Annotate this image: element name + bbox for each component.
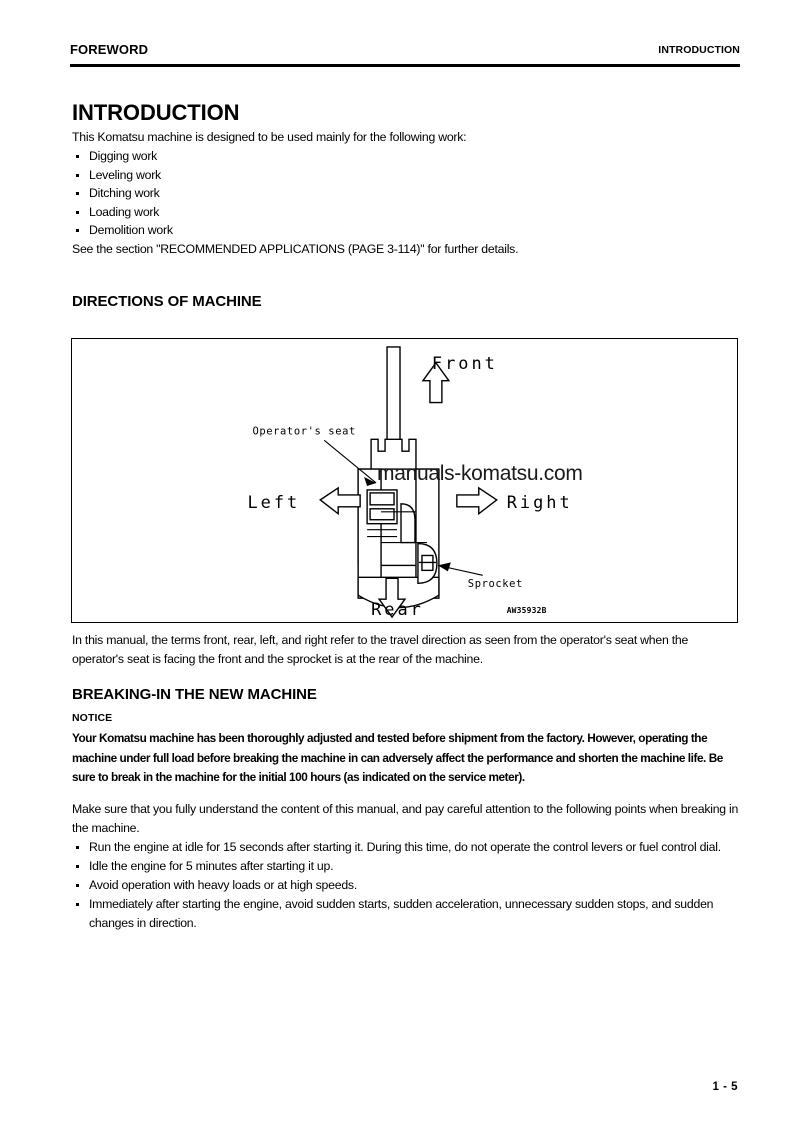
list-item: Immediately after starting the engine, avoid sudden starts, sudden acceleration, unnecessary sudden stops, and sudden changes in direction. xyxy=(72,895,740,933)
figure-code: AW35932B xyxy=(506,606,547,616)
list-item: Run the engine at idle for 15 seconds after starting it. During this time, do not operate the control levers or fuel control dial. xyxy=(72,838,740,857)
breaking-in-intro-paragraph: Make sure that you fully understand the content of this manual, and pay careful attention to the following points when breaking in the machine. xyxy=(72,802,739,835)
right-arrow-icon xyxy=(457,488,497,514)
list-item: Idle the engine for 5 minutes after starting it up. xyxy=(72,857,740,876)
left-arrow-icon xyxy=(320,488,360,514)
list-item: Digging work xyxy=(72,147,712,166)
header-section-label: FOREWORD xyxy=(70,42,149,57)
operator-seat-backrest xyxy=(370,493,394,505)
introduction-heading: INTRODUCTION xyxy=(72,100,240,125)
front-label: Front xyxy=(431,352,498,373)
directions-explanation-paragraph: In this manual, the terms front, rear, left, and right refer to the travel direction as seen from the operator's seat when the operator's seat is facing the front and the sprocket is at the rear of the machine. xyxy=(72,633,689,666)
list-item: Avoid operation with heavy loads or at high speeds. xyxy=(72,876,740,895)
operator-seat-label: Operator's seat xyxy=(252,425,356,438)
page-number: 1 - 5 xyxy=(712,1081,738,1093)
notice-label: NOTICE xyxy=(72,712,113,724)
running-header xyxy=(70,42,740,57)
work-types-list xyxy=(72,147,712,240)
list-item: Demolition work xyxy=(72,221,712,240)
directions-of-machine-heading: DIRECTIONS OF MACHINE xyxy=(72,293,262,310)
left-label: Left xyxy=(247,491,301,512)
list-item: Loading work xyxy=(72,203,712,222)
breaking-in-points-list xyxy=(72,838,740,933)
operator-seat-cushion xyxy=(370,509,394,520)
introduction-lead-text: This Komatsu machine is designed to be used mainly for the following work: xyxy=(72,130,467,144)
sprocket-label: Sprocket xyxy=(467,578,523,591)
watermark-text: manuals-komatsu.com xyxy=(377,462,583,485)
header-divider-rule xyxy=(70,64,740,67)
right-label: Right xyxy=(506,491,573,512)
operator-seat-leader-line xyxy=(324,440,376,483)
rear-label: Rear xyxy=(371,599,424,620)
list-item: Ditching work xyxy=(72,184,712,203)
breaking-in-heading: BREAKING-IN THE NEW MACHINE xyxy=(72,686,317,703)
notice-body-text: Your Komatsu machine has been thoroughly adjusted and tested before shipment from the factory. However, operating the machine under full load before breaking the machine in can adversely affect the performance and shorten the machine life. Be sure to break in the machine for the initial 100 hours (as indicated on the service meter). xyxy=(72,731,723,784)
engine-hood-shape xyxy=(401,504,415,543)
header-chapter-label: INTRODUCTION xyxy=(658,44,740,56)
list-item: Leveling work xyxy=(72,166,712,185)
recommended-applications-reference: See the section "RECOMMENDED APPLICATIONS (PAGE 3-114)" for further details. xyxy=(72,242,519,256)
sprocket-leader-arrowhead xyxy=(438,562,451,571)
